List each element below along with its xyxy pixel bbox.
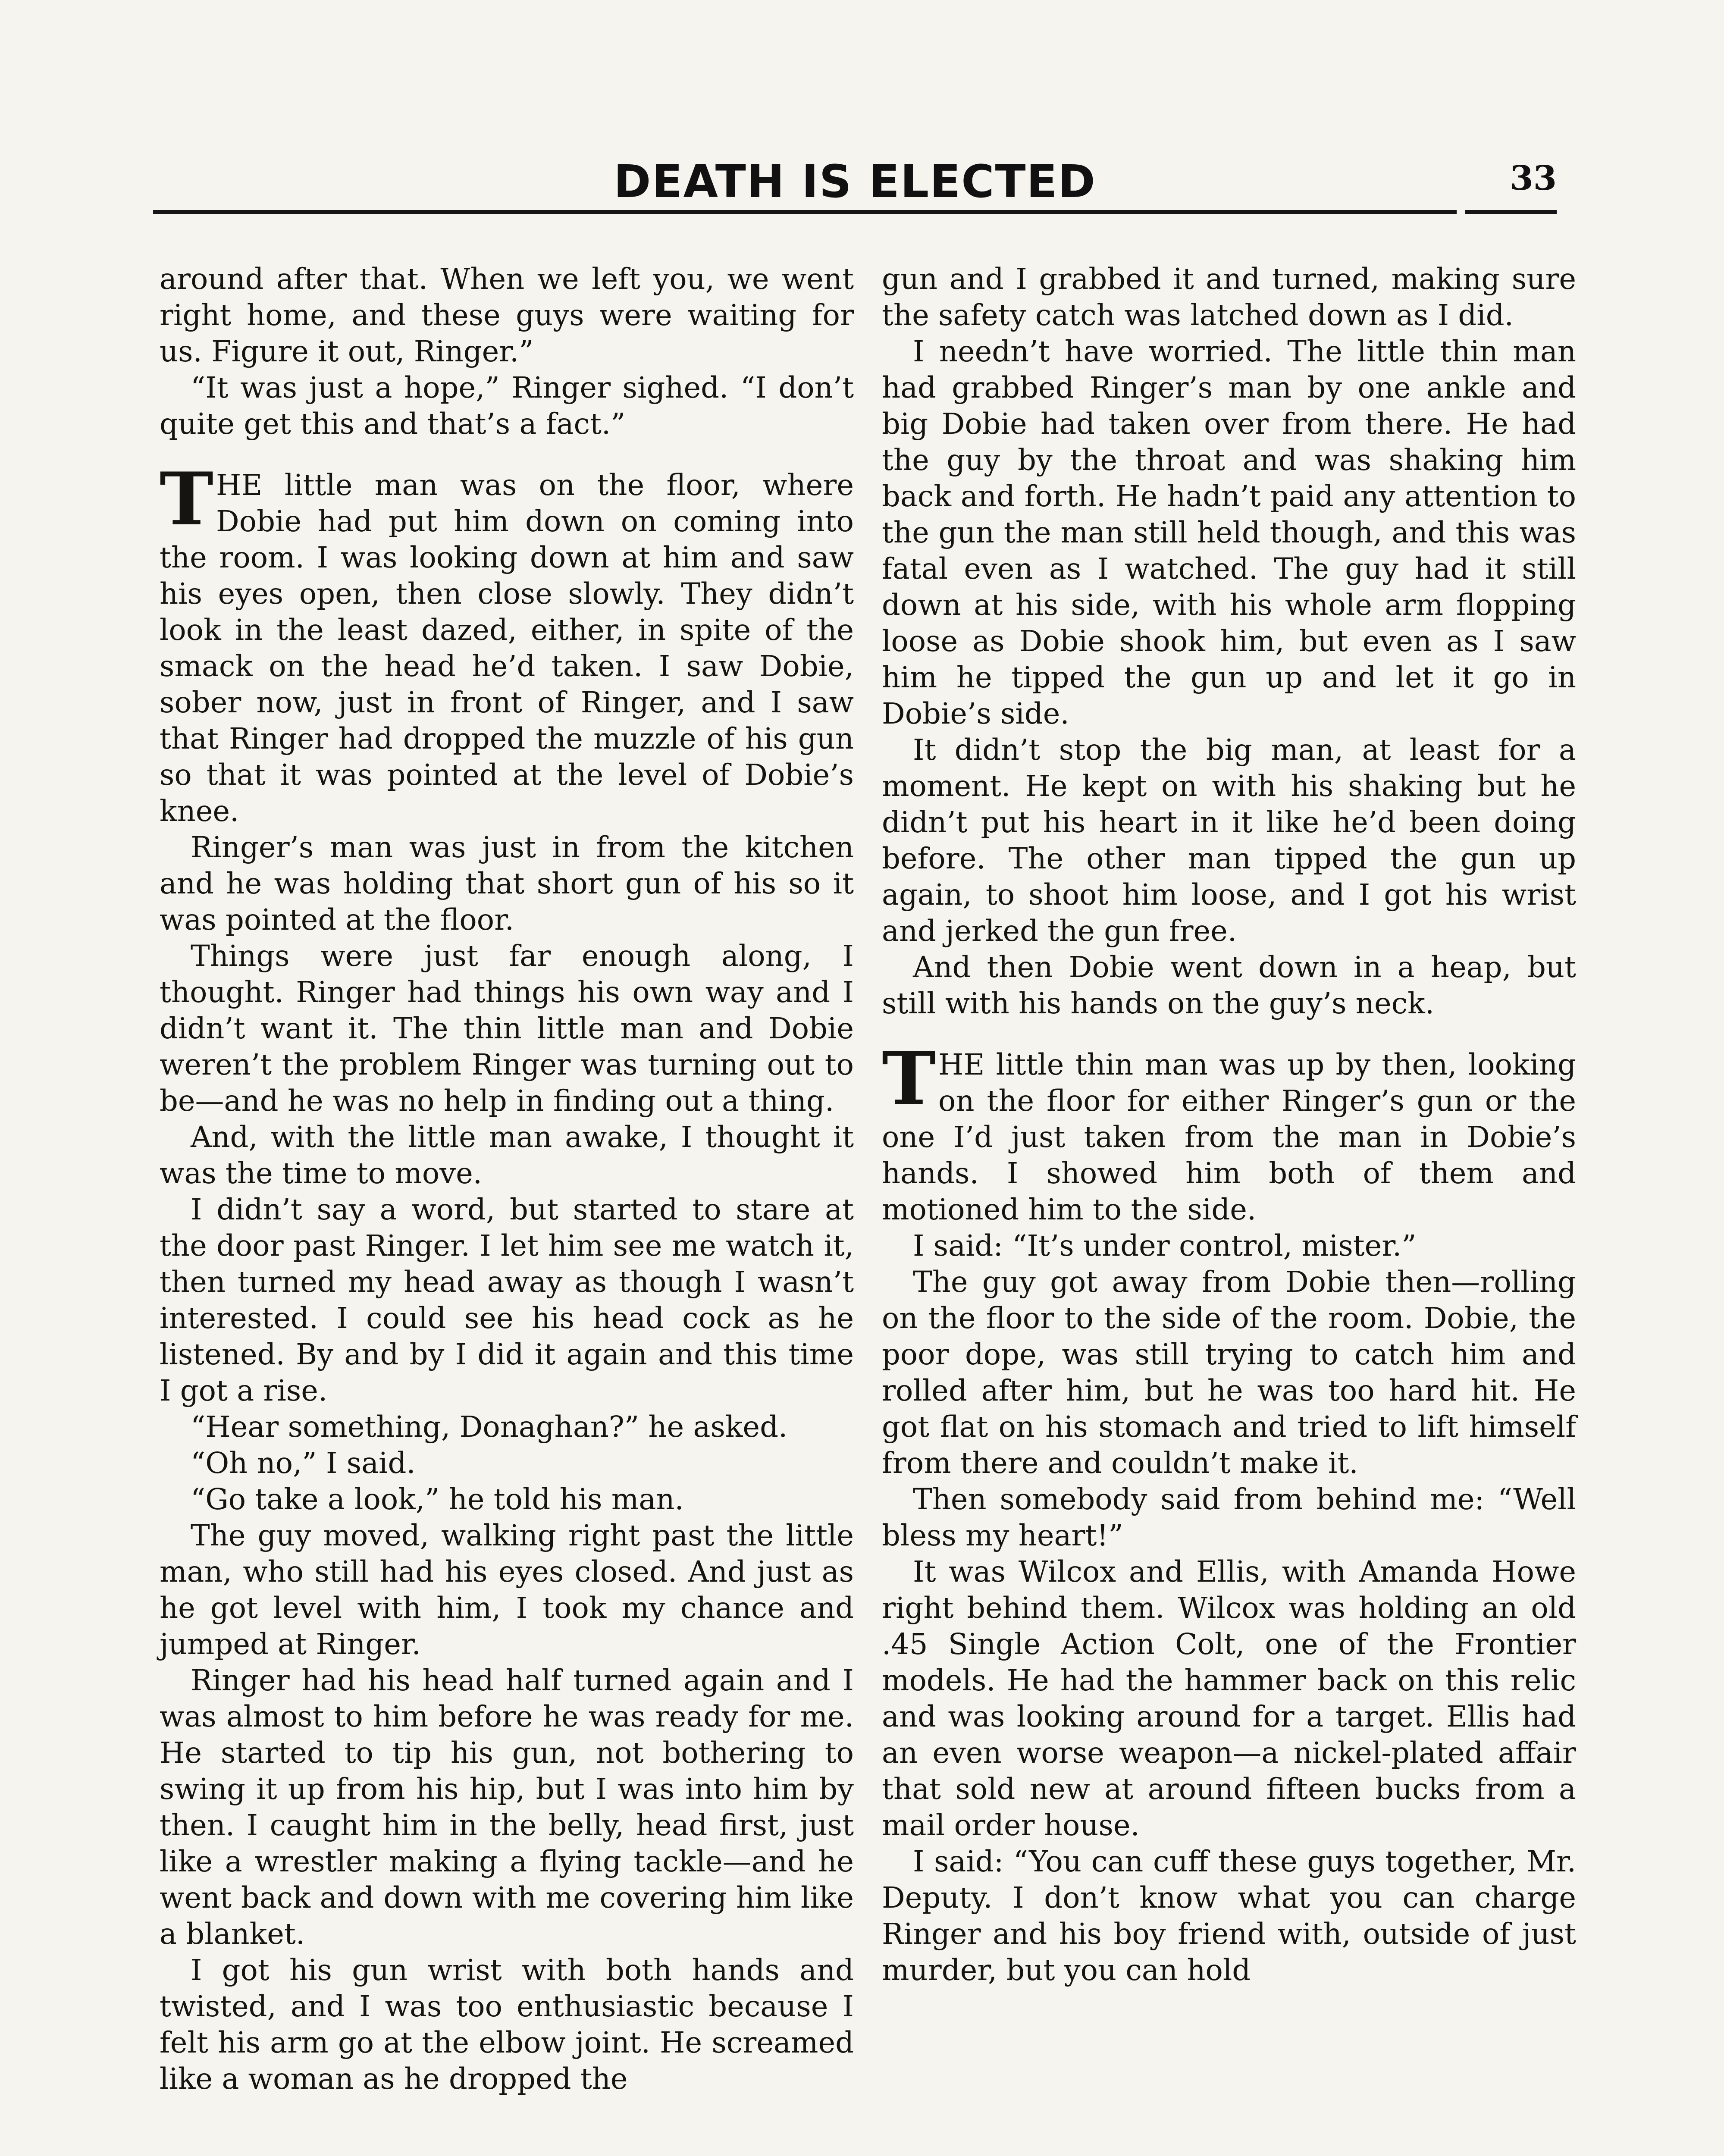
running-head xyxy=(153,147,1557,216)
paragraph: “Oh no,” I said. xyxy=(191,1446,416,1480)
paragraph: I got his gun wrist with both hands and twisted, and I was too enthusiastic because I felt his arm go at the elbow joint. He screamed like a woman as he dropped the xyxy=(160,1953,854,2096)
right-column xyxy=(882,261,1576,1988)
paragraph: And, with the little man awake, I thought it was the time to move. xyxy=(160,1120,854,1190)
paragraph: I didn’t say a word, but started to stare at the door past Ringer. I let him see me watch it, then turned my head away as though I wasn’t interested. I could see his head cock as he listened. By and by I did it again and this time I got a rise. xyxy=(160,1193,854,1407)
paragraph: I said: “You can cuff these guys together, Mr. Deputy. I don’t know what you can charge Ringer and his boy friend with, outside of just murder, but you can hold xyxy=(882,1845,1576,1987)
drop-cap: T xyxy=(882,1036,936,1121)
section-start-paragraph xyxy=(160,456,854,829)
paragraph: “It was just a hope,” Ringer sighed. “I don’t quite get this and that’s a fact.” xyxy=(160,371,854,441)
page-number: 33 xyxy=(1510,159,1557,198)
paragraph: Ringer had his head half turned again and I was almost to him before he was ready for me. He started to tip his gun, not bothering to swing it up from his hip, but I was into him by then. I caught him in the belly, head first, just like a wrestler making a flying tackle—and he went back and down with me covering him like a blanket. xyxy=(160,1664,854,1951)
section-start-paragraph xyxy=(882,1036,1576,1228)
header-rule xyxy=(153,210,1557,214)
story-title: DEATH IS ELECTED xyxy=(614,155,1096,208)
left-column xyxy=(160,261,854,2097)
header-rule-gap xyxy=(1457,209,1465,215)
paragraph: around after that. When we left you, we went right home, and these guys were waiting for us. Figure it out, Ringer.” xyxy=(160,262,854,368)
paragraph-text: HE little man was on the floor, where Dobie had put him down on coming into the room. I was looking down at him and saw his eyes open, then close slowly. They didn’t look in the least dazed, either, in spite of the smack on the head he’d taken. I saw Dobie, sober now, just in front of Ringer, and I saw that Ringer had dropped the muzzle of his gun so that it was pointed at the level of Dobie’s knee. xyxy=(160,468,854,828)
paragraph: Ringer’s man was just in from the kitchen and he was holding that short gun of his so it was pointed at the floor. xyxy=(160,830,854,937)
paragraph: It didn’t stop the big man, at least for a moment. He kept on with his shaking but he didn’t put his heart in it like he’d been doing before. The other man tipped the gun up again, to shoot him loose, and I got his wrist and jerked the gun free. xyxy=(882,733,1576,948)
paragraph: “Hear something, Donaghan?” he asked. xyxy=(191,1410,788,1444)
paragraph: gun and I grabbed it and turned, making sure the safety catch was latched down as I did. xyxy=(882,262,1576,332)
paragraph: The guy got away from Dobie then—rolling on the floor to the side of the room. Dobie, the poor dope, was still trying to catch him and rolled after him, but he was too hard hit. He got flat on his stomach and tried to lift himself from there and couldn’t make it. xyxy=(882,1265,1576,1480)
paragraph: And then Dobie went down in a heap, but still with his hands on the guy’s neck. xyxy=(882,950,1576,1020)
paragraph: “Go take a look,” he told his man. xyxy=(191,1482,684,1516)
paragraph: Then somebody said from behind me: “Well bless my heart!” xyxy=(882,1482,1576,1552)
paragraph: The guy moved, walking right past the little man, who still had his eyes closed. And just as he got level with him, I took my chance and jumped at Ringer. xyxy=(160,1519,854,1661)
paragraph: It was Wilcox and Ellis, with Amanda Howe right behind them. Wilcox was holding an old .45 Single Action Colt, one of the Frontier models. He had the hammer back on this relic and was looking around for a target. Ellis had an even worse weapon—a nickel-plated affair that sold new at around fifteen bucks from a mail order house. xyxy=(882,1555,1576,1842)
paragraph: Things were just far enough along, I thought. Ringer had things his own way and I didn’t want it. The thin little man and Dobie weren’t the problem Ringer was turning out to be—and he was no help in finding out a thing. xyxy=(160,939,854,1118)
paragraph: I needn’t have worried. The little thin man had grabbed Ringer’s man by one ankle and big Dobie had taken over from there. He had the guy by the throat and was shaking him back and forth. He hadn’t paid any attention to the gun the man still held though, and this was fatal even as I watched. The guy had it still down at his side, with his whole arm flopping loose as Dobie shook him, but even as I saw him he tipped the gun up and let it go in Dobie’s side. xyxy=(882,335,1576,730)
drop-cap: T xyxy=(160,456,214,542)
paragraph-text: HE little thin man was up by then, looking on the floor for either Ringer’s gun or the one I’d just taken from the man in Dobie’s hands. I showed him both of them and motioned him to the side. xyxy=(882,1048,1576,1226)
paragraph: I said: “It’s under control, mister.” xyxy=(913,1229,1417,1263)
